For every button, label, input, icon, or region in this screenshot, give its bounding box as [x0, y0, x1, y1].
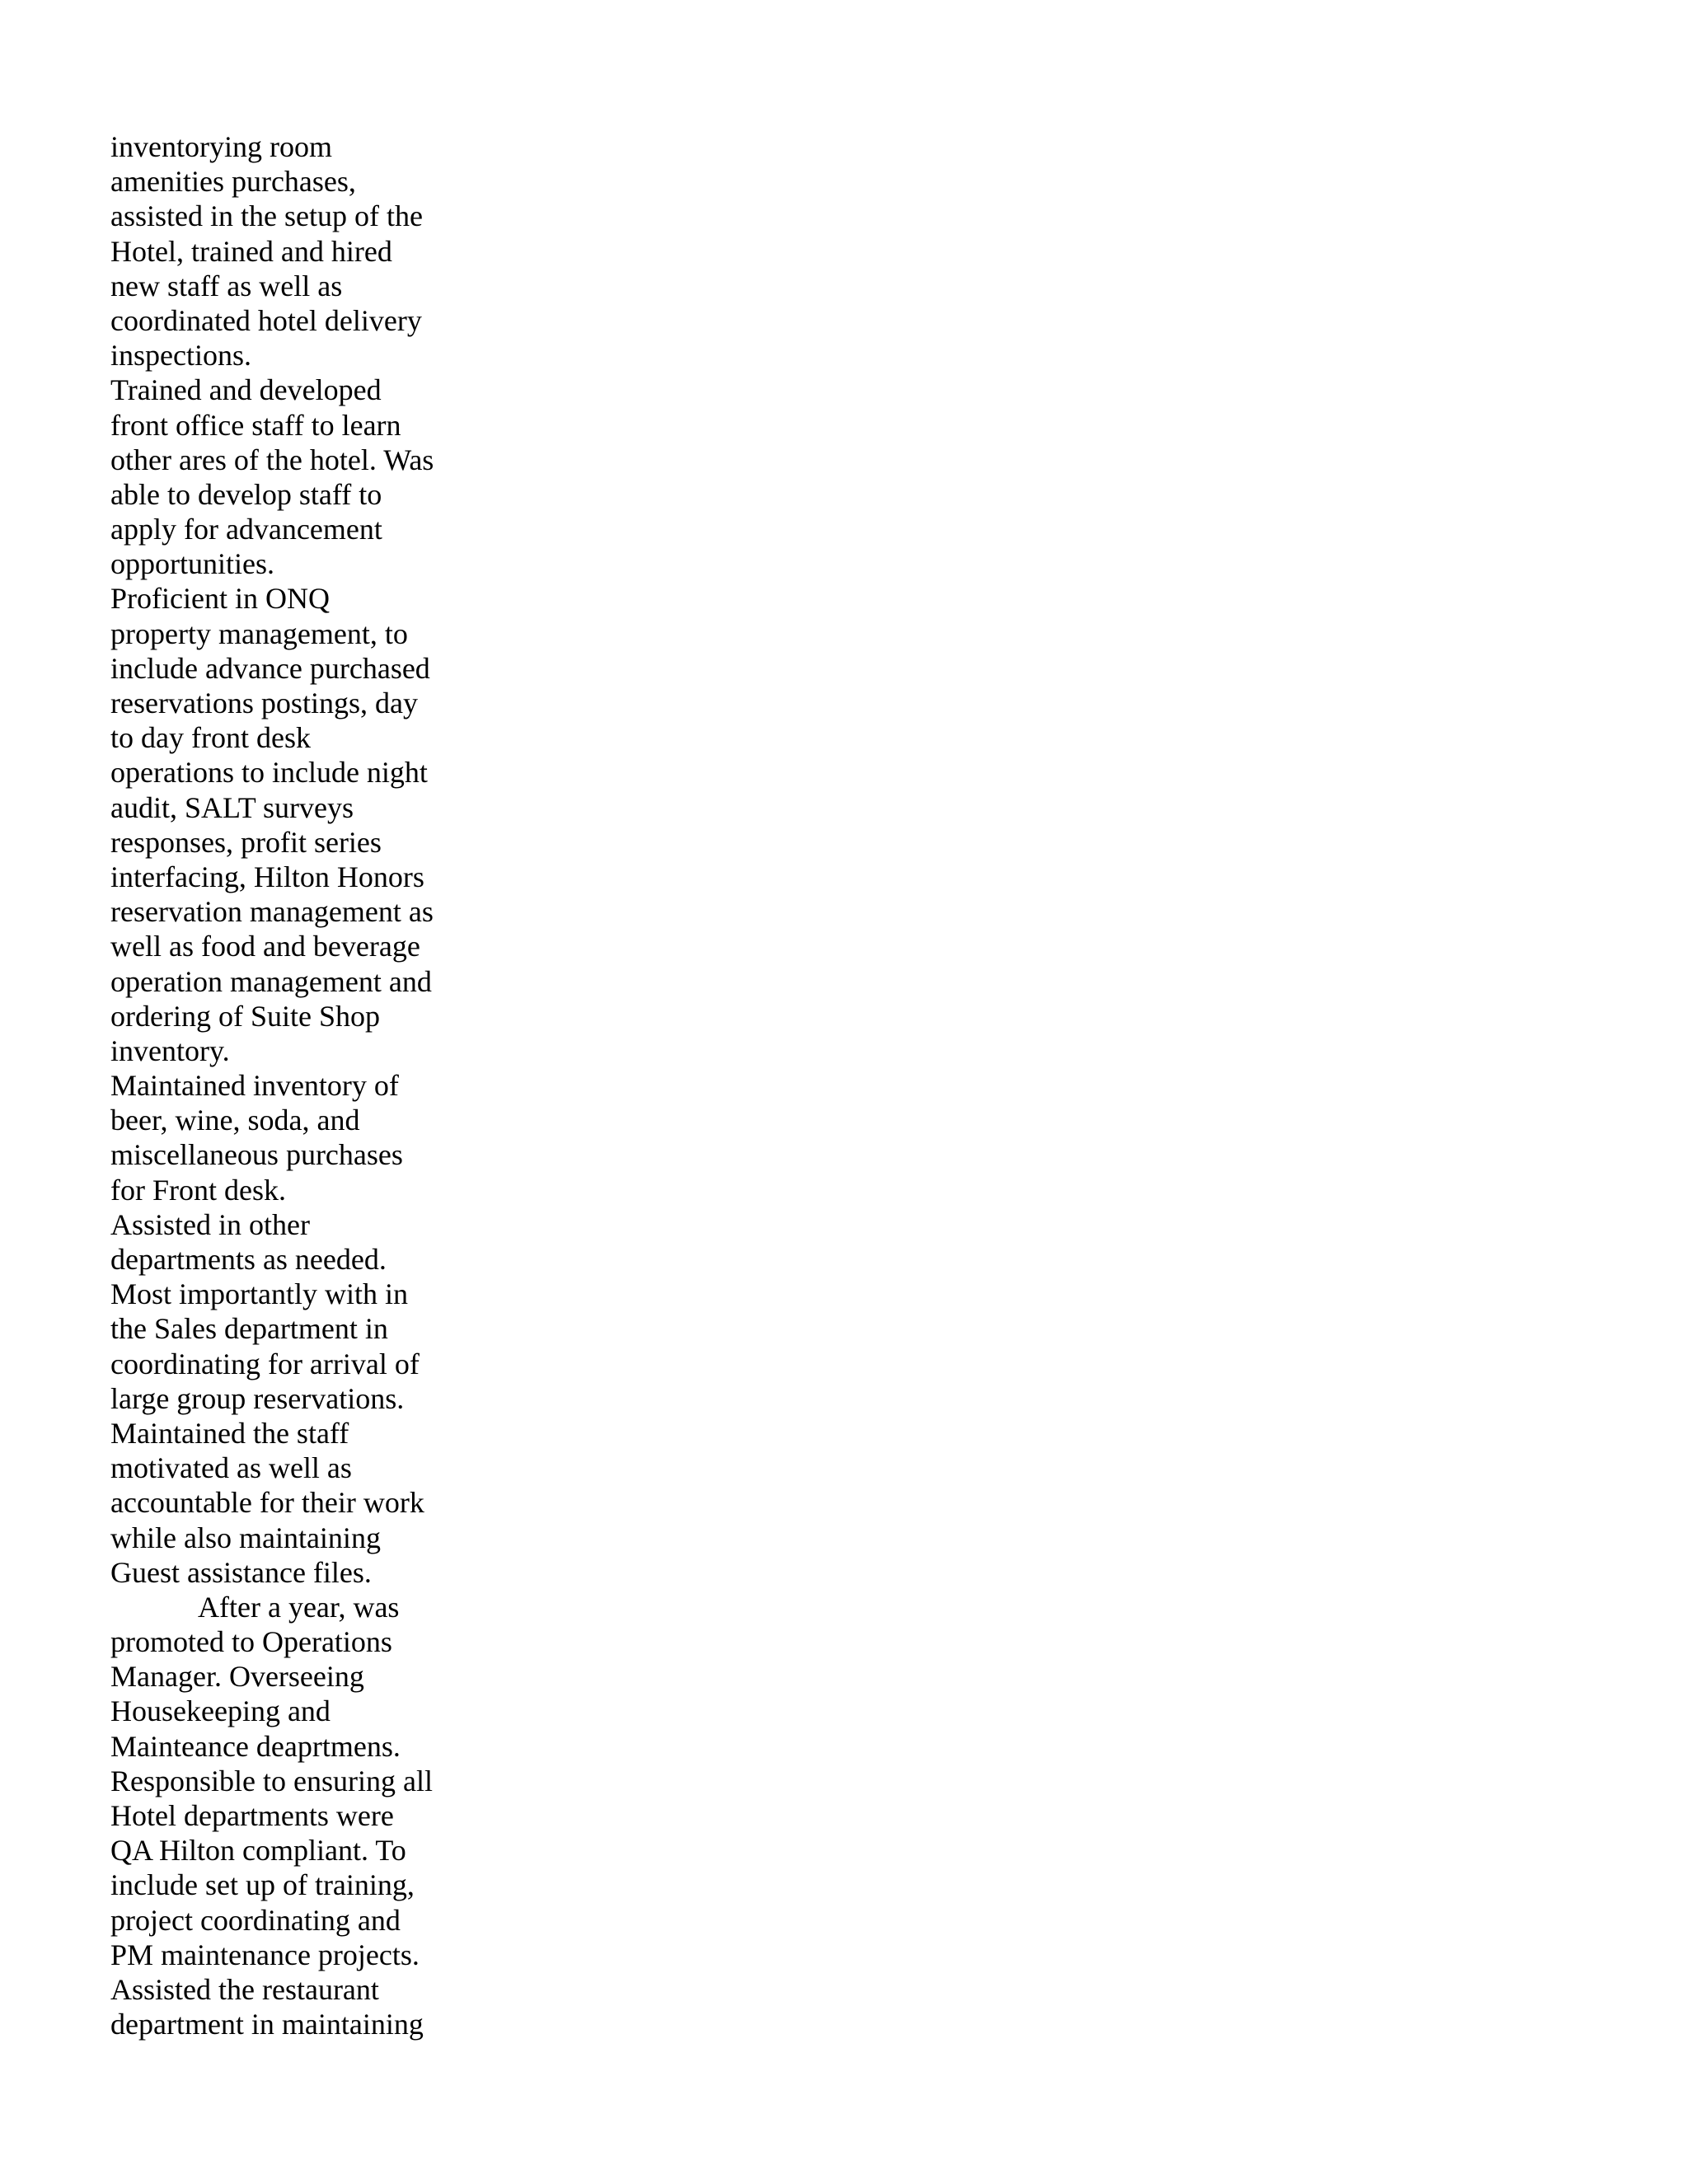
text-line: Assisted in other — [110, 1207, 310, 1241]
text-line: Trained and developed — [110, 373, 382, 407]
text-line: audit, SALT surveys — [110, 790, 354, 824]
text-line: inventory. — [110, 1033, 230, 1067]
text-line: Most importantly with in — [110, 1277, 409, 1311]
text-line: PM maintenance projects. — [110, 1938, 420, 1971]
text-line: department in maintaining — [110, 2008, 424, 2041]
text-line: reservations postings, day — [110, 687, 418, 719]
text-line: large group reservations. — [110, 1381, 405, 1415]
text-line: well as food and beverage — [110, 930, 420, 963]
text-line: Responsible to ensuring all — [110, 1764, 433, 1797]
text-line: operation management and — [110, 964, 432, 998]
text-line: property management, to — [110, 616, 408, 650]
text-line: accountable for their work — [110, 1486, 424, 1520]
text-line: apply for advancement — [110, 513, 382, 546]
text-line: assisted in the setup of the — [110, 199, 423, 233]
text-line: interfacing, Hilton Honors — [110, 860, 424, 893]
text-line: QA Hilton compliant. To — [110, 1834, 406, 1868]
text-line: while also maintaining — [110, 1521, 381, 1554]
text-line: Hotel departments were — [110, 1799, 394, 1832]
text-line: other ares of the hotel. Was — [110, 443, 434, 476]
text-line: new staff as well as — [110, 269, 343, 302]
text-line: amenities purchases, — [110, 165, 356, 199]
text-line: coordinating for arrival of — [110, 1347, 420, 1380]
text-line: motivated as well as — [110, 1451, 352, 1485]
text-line: for Front desk. — [110, 1173, 286, 1207]
text-line: include set up of training, — [110, 1868, 415, 1902]
text-line: front office staff to learn — [110, 408, 401, 442]
text-line: departments as needed. — [110, 1243, 387, 1276]
text-line: inspections. — [110, 339, 251, 373]
text-line: able to develop staff to — [110, 477, 382, 511]
text-line: ordering of Suite Shop — [110, 999, 380, 1033]
text-line: Hotel, trained and hired — [110, 234, 392, 268]
text-line: Manager. Overseeing — [110, 1660, 364, 1694]
text-line: Guest assistance files. — [110, 1555, 372, 1589]
text-line: include advance purchased — [110, 651, 430, 685]
text-line: opportunities. — [110, 547, 274, 581]
text-line: Housekeeping and — [110, 1694, 331, 1728]
text-line: Proficient in ONQ — [110, 582, 330, 616]
body-text-column — [110, 129, 457, 2041]
text-line: Maintained inventory of — [110, 1069, 399, 1103]
text-line: Maintained the staff — [110, 1416, 349, 1450]
text-line: coordinated hotel delivery — [110, 303, 422, 337]
text-line: miscellaneous purchases — [110, 1138, 403, 1172]
text-line: Mainteance deaprtmens. — [110, 1729, 401, 1763]
text-line: After a year, was — [110, 1590, 400, 1624]
text-line: the Sales department in — [110, 1312, 388, 1346]
text-line: promoted to Operations — [110, 1625, 392, 1659]
text-line: beer, wine, soda, and — [110, 1104, 360, 1137]
text-line: inventorying room — [110, 130, 332, 163]
text-line: project coordinating and — [110, 1903, 401, 1937]
text-line: reservation management as — [110, 895, 434, 929]
text-line: responses, profit series — [110, 825, 382, 859]
text-line: to day front desk — [110, 721, 311, 755]
text-line: Assisted the restaurant — [110, 1972, 379, 2006]
text-line: operations to include night — [110, 756, 428, 790]
